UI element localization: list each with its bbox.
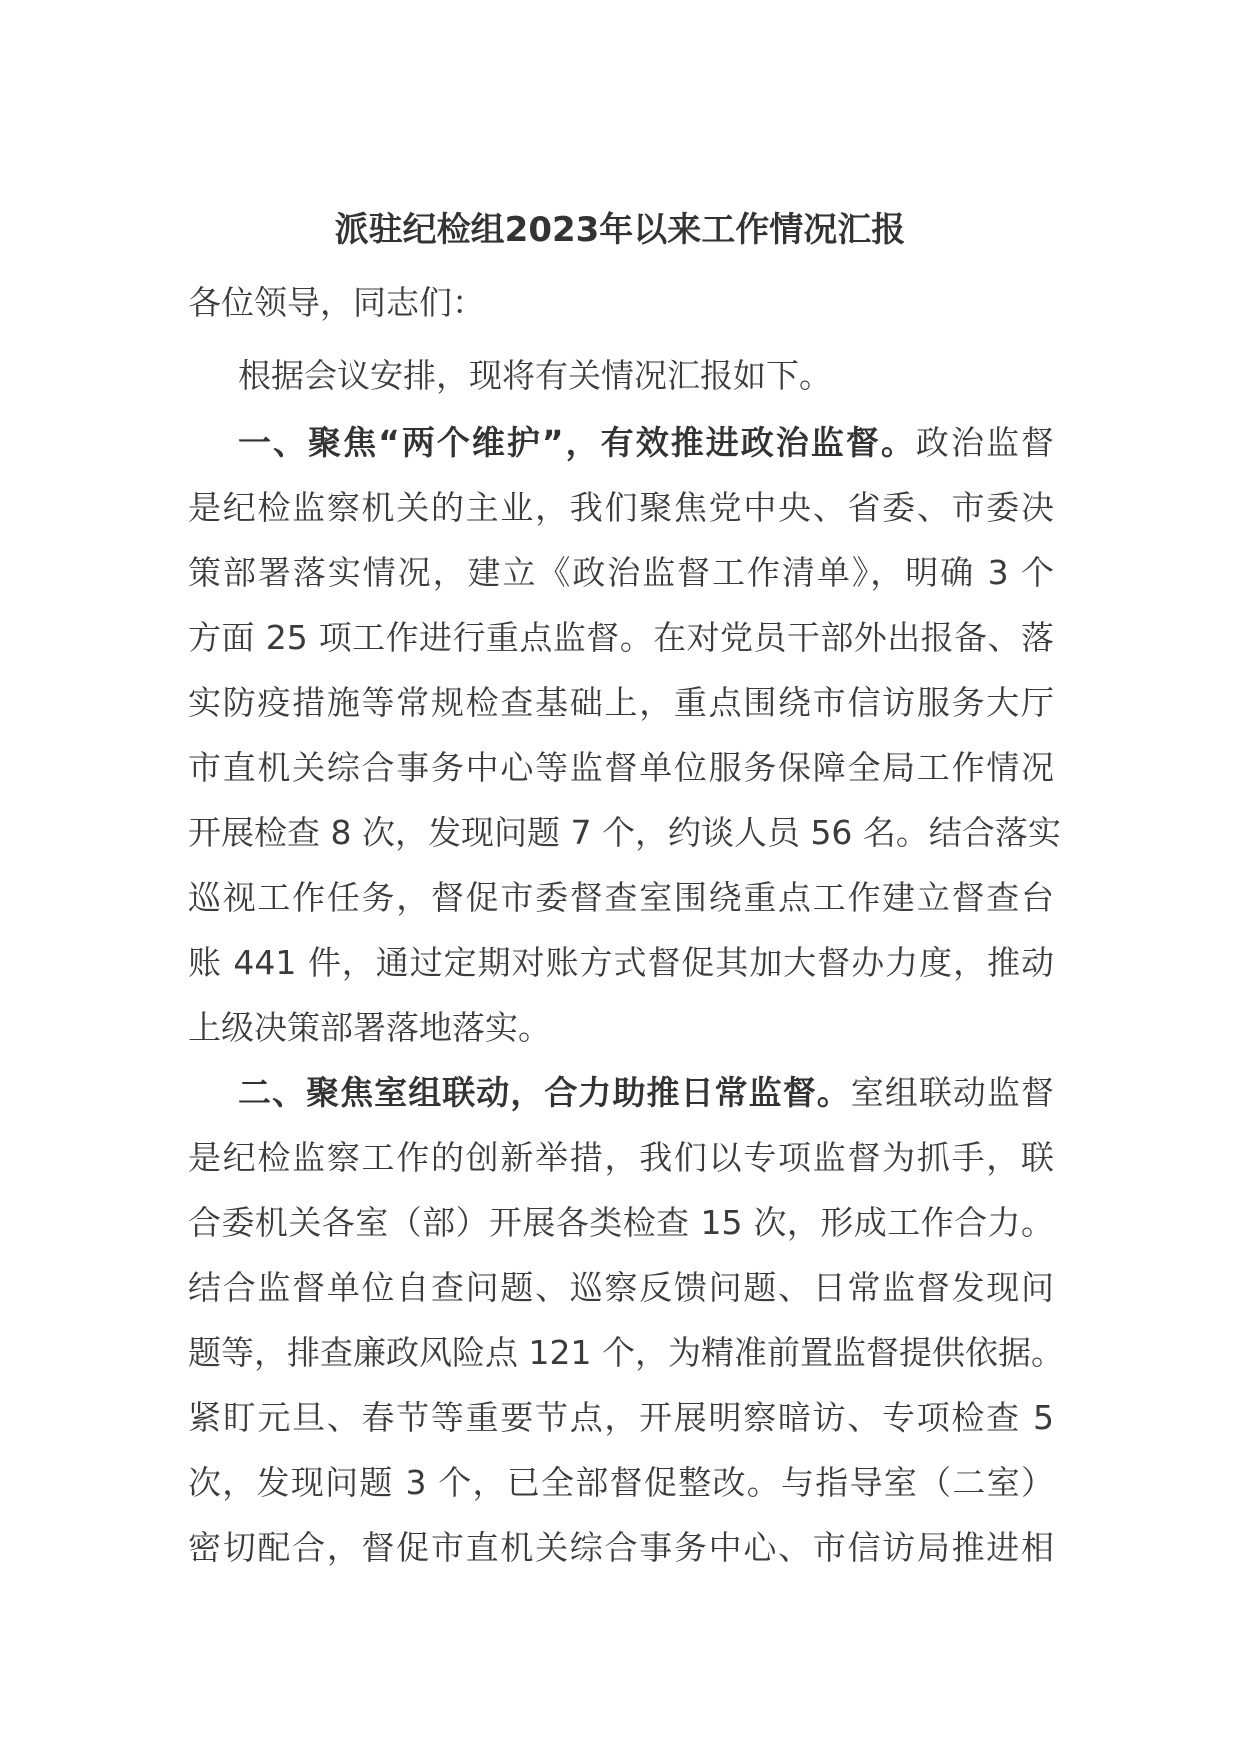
paragraph-line: 合委机关各室（部）开展各类检查 15 次，形成工作合力。 [188,1203,1054,1242]
sections [188,410,1064,1580]
section-paragraph [188,410,1061,1060]
paragraph-line: 是纪检监察机关的主业，我们聚焦党中央、省委、市委决 [188,488,1054,527]
document-body [188,270,1064,1580]
section-paragraph [188,1060,1064,1580]
paragraph-line: 密切配合，督促市直机关综合事务中心、市信访局推进相 [188,1528,1054,1567]
paragraph-line: 方面 25 项工作进行重点监督。在对党员干部外出报备、落 [188,618,1054,657]
document-title: 派驻纪检组2023年以来工作情况汇报 [334,210,906,250]
paragraph-line: 结合监督单位自查问题、巡察反馈问题、日常监督发现问 [188,1268,1054,1307]
paragraph-text: 政治监督 [915,423,1055,462]
paragraph-line: 次，发现问题 3 个，已全部督促整改。与指导室（二室） [188,1463,1054,1502]
paragraph-line: 策部署落实情况，建立《政治监督工作清单》，明确 3 个 [188,553,1054,592]
section-heading: 二、聚焦室组联动，合力助推日常监督。 [238,1073,851,1112]
paragraph-line: 实防疫措施等常规检查基础上，重点围绕市信访服务大厅 [188,683,1054,722]
paragraph-line [188,1060,1054,1125]
paragraph-line: 开展检查 8 次，发现问题 7 个，约谈人员 56 名。结合落实 [188,813,1061,852]
paragraph-line [188,410,1054,475]
paragraph-line: 市直机关综合事务中心等监督单位服务保障全局工作情况 [188,748,1054,787]
paragraph-line: 紧盯元旦、春节等重要节点，开展明察暗访、专项检查 5 [188,1398,1054,1437]
paragraph-line: 是纪检监察工作的创新举措，我们以专项监督为抓手，联 [188,1138,1054,1177]
paragraph-line: 账 441 件，通过定期对账方式督促其加大督办力度，推动 [188,943,1054,982]
paragraph-line: 题等，排查廉政风险点 121 个，为精准前置监督提供依据。 [188,1333,1064,1372]
paragraph-line: 巡视工作任务，督促市委督查室围绕重点工作建立督查台 [188,878,1054,917]
greeting: 各位领导，同志们： [188,283,485,322]
paragraph-line: 上级决策部署落地落实。 [188,1008,551,1047]
section-heading: 一、聚焦“两个维护”，有效推进政治监督。 [238,423,916,462]
intro-paragraph: 根据会议安排，现将有关情况汇报如下。 [238,356,832,395]
paragraph-text: 室组联动监督 [850,1073,1055,1112]
